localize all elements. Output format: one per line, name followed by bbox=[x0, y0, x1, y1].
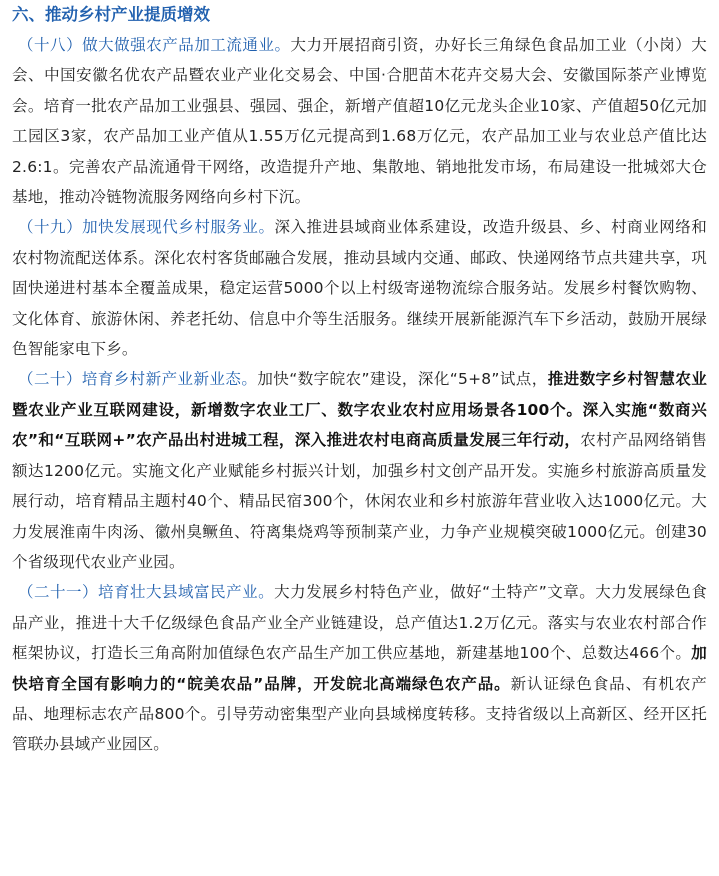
paragraph-19-tag: （十九）加快发展现代乡村服务业。 bbox=[18, 218, 275, 237]
section-heading: 六、推动乡村产业提质增效 bbox=[12, 5, 210, 24]
paragraph-21-tag: （二十一）培育壮大县域富民产业。 bbox=[18, 583, 275, 602]
paragraph-19 bbox=[12, 212, 707, 364]
paragraph-20-body-2: 农村产品网络销售额达1200亿元。实施文化产业赋能乡村振兴计划，加强乡村文创产品开发。实施乡村旅游高质量发展行动，培育精品主题村40个、精品民宿300个，休闲农业和乡村旅游年营业收入达1000亿元。大力发展淮南牛肉汤、徽州臭鳜鱼、符离集烧鸡等预制菜产业，力争产业规模突破1000亿元。创建30个省级现代农业产业园。 bbox=[12, 431, 707, 571]
paragraph-21-body-1: 大力发展乡村特色产业，做好“土特产”文章。大力发展绿色食品产业，推进十大千亿级绿色食品产业全产业链建设，总产值达1.2万亿元。落实与农业农村部合作框架协议，打造长三角高附加值绿色农产品生产加工供应基地，新建基地100个、总数达466个。 bbox=[12, 583, 707, 663]
paragraph-20 bbox=[12, 364, 707, 577]
paragraph-21-bold-text: 加快培育全国有影响力的“皖美农品”品牌，开发皖北高端绿色农产品。 bbox=[12, 644, 707, 693]
paragraph-21-body-2: 新认证绿色食品、有机农产品、地理标志农产品800个。引导劳动密集型产业向县域梯度转移。支持省级以上高新区、经开区托管联办县域产业园区。 bbox=[12, 674, 708, 754]
paragraph-18 bbox=[12, 30, 707, 212]
paragraph-20-tag: （二十）培育乡村新产业新业态。 bbox=[18, 370, 258, 389]
paragraph-18-tag: （十八）做大做强农产品加工流通业。 bbox=[18, 36, 291, 54]
paragraph-20-body-1: 加快“数字皖农”建设，深化“5+8”试点， bbox=[257, 370, 548, 389]
paragraph-20-bold-text: 推进数字乡村智慧农业暨农业产业互联网建设，新增数字农业工厂、数字农业农村应用场景各100个。深入实施“数商兴农”和“互联网+”农产品出村进城工程，深入推进农村电商高质量发展三年行动， bbox=[12, 370, 707, 450]
paragraph-19-body: 深入推进县域商业体系建设，改造升级县、乡、村商业网络和农村物流配送体系。深化农村客货邮融合发展，推动县域内交通、邮政、快递网络节点共建共享，巩固快递进村基本全覆盖成果，稳定运营5000个以上村级寄递物流综合服务站。发展乡村餐饮购物、文化体育、旅游休闲、养老托幼、信息中介等生活服务。继续开展新能源汽车下乡活动，鼓励开展绿色智能家电下乡。 bbox=[12, 218, 708, 359]
paragraph-18-body: 大力开展招商引资，办好长三角绿色食品加工业（小岗）大会、中国安徽名优农产品暨农业产业化交易会、中国·合肥苗木花卉交易大会、安徽国际茶产业博览会。培育一批农产品加工业强县、强园、强企，新增产值超10亿元龙头企业10家、产值超50亿元加工园区3家，农产品加工业产值从1.55万亿元提高到1.68万亿元，农产品加工业与农业总产值比达2.6:1。完善农产品流通骨干网络，改造提升产地、集散地、销地批发市场，布局建设一批城郊大仓基地，推动冷链物流服务网络向乡村下沉。 bbox=[12, 36, 708, 207]
paragraph-21 bbox=[12, 577, 707, 759]
